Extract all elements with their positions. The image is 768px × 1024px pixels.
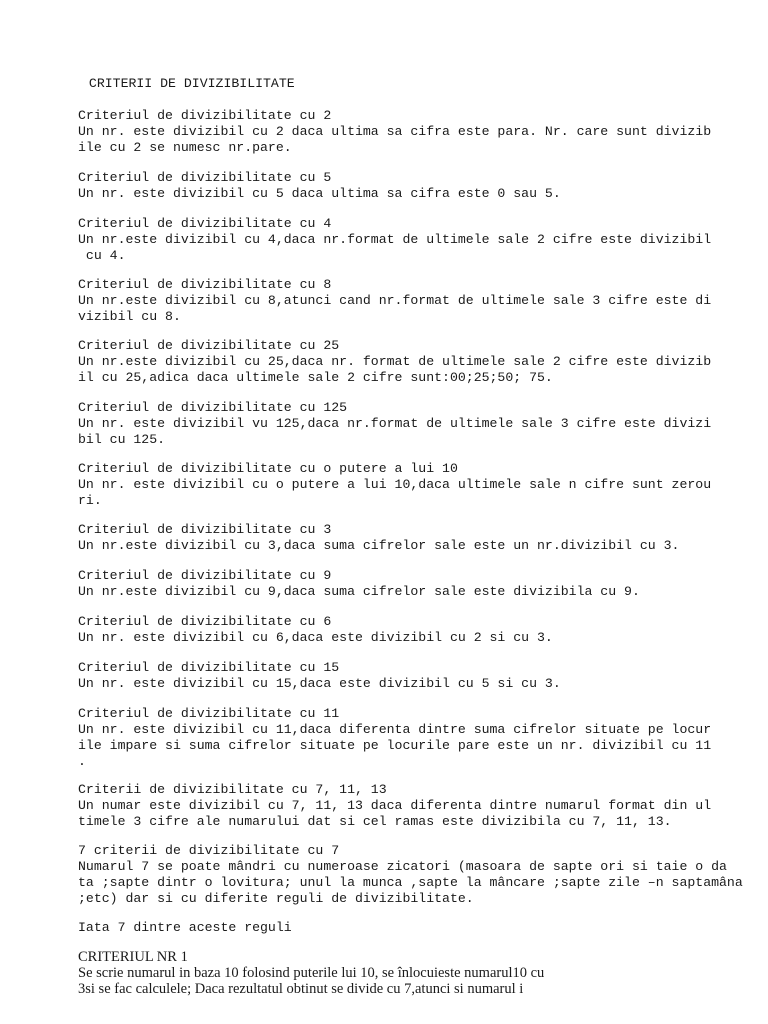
text-line: ta ;sapte dintr o lovitura; unul la munca ,sapte la mâncare ;sapte zile –n saptamâna bbox=[78, 875, 743, 890]
text-line: Un nr. este divizibil cu o putere a lui 10,daca ultimele sale n cifre sunt zerou bbox=[78, 477, 712, 492]
criterion-heading: Criteriul de divizibilitate cu 5 bbox=[78, 170, 332, 185]
criterion-heading: Criteriul de divizibilitate cu 9 bbox=[78, 568, 332, 583]
criterion-heading: Criteriul de divizibilitate cu 6 bbox=[78, 614, 332, 629]
criterion-heading: Criteriul de divizibilitate cu 2 bbox=[78, 108, 332, 123]
text-line: Un nr.este divizibil cu 3,daca suma cifrelor sale este un nr.divizibil cu 3. bbox=[78, 538, 680, 553]
text-line: bil cu 125. bbox=[78, 432, 166, 447]
text-line: timele 3 cifre ale numarului dat si cel ramas este divizibila cu 7, 11, 13. bbox=[78, 814, 672, 829]
text-line: vizibil cu 8. bbox=[78, 309, 181, 324]
text-line: ri. bbox=[78, 493, 102, 508]
text-line: Un nr.este divizibil cu 25,daca nr. format de ultimele sale 2 cifre este divizib bbox=[78, 354, 712, 369]
text-line: Un nr. este divizibil cu 11,daca diferenta dintre suma cifrelor situate pe locur bbox=[78, 722, 712, 737]
text-line: cu 4. bbox=[78, 248, 126, 263]
text-line: Un nr. este divizibil cu 15,daca este divizibil cu 5 si cu 3. bbox=[78, 676, 561, 691]
text-line: ;etc) dar si cu diferite reguli de divizibilitate. bbox=[78, 891, 474, 906]
criterion-heading: Criteriul de divizibilitate cu 3 bbox=[78, 522, 332, 537]
criterion-heading: Criteriul de divizibilitate cu 15 bbox=[78, 660, 340, 675]
criterion-heading: CRITERIUL NR 1 bbox=[78, 949, 188, 965]
text-line: Numarul 7 se poate mândri cu numeroase zicatori (masoara de sapte ori si taie o da bbox=[78, 859, 727, 874]
criterion-heading: Criteriul de divizibilitate cu o putere a lui 10 bbox=[78, 461, 458, 476]
criterion-heading: Criterii de divizibilitate cu 7, 11, 13 bbox=[78, 782, 387, 797]
text-line: ile cu 2 se numesc nr.pare. bbox=[78, 140, 292, 155]
criterion-heading: Criteriul de divizibilitate cu 125 bbox=[78, 400, 348, 415]
text-line: 3si se fac calculele; Daca rezultatul obtinut se divide cu 7,atunci si numarul i bbox=[78, 981, 524, 997]
text-line: Un nr.este divizibil cu 4,daca nr.format de ultimele sale 2 cifre este divizibil bbox=[78, 232, 712, 247]
text-line: Un nr.este divizibil cu 9,daca suma cifrelor sale este divizibila cu 9. bbox=[78, 584, 640, 599]
document-title: CRITERII DE DIVIZIBILITATE bbox=[81, 76, 295, 91]
criterion-heading: Criteriul de divizibilitate cu 8 bbox=[78, 277, 332, 292]
text-line: ile impare si suma cifrelor situate pe locurile pare este un nr. divizibil cu 11 bbox=[78, 738, 712, 753]
text-line: il cu 25,adica daca ultimele sale 2 cifre sunt:00;25;50; 75. bbox=[78, 370, 553, 385]
text-line: Iata 7 dintre aceste reguli bbox=[78, 920, 292, 935]
text-line: Un numar este divizibil cu 7, 11, 13 daca diferenta dintre numarul format din ul bbox=[78, 798, 712, 813]
criterion-heading: Criteriul de divizibilitate cu 4 bbox=[78, 216, 332, 231]
text-line: Un nr. este divizibil cu 5 daca ultima sa cifra este 0 sau 5. bbox=[78, 186, 561, 201]
text-line: Un nr.este divizibil cu 8,atunci cand nr.format de ultimele sale 3 cifre este di bbox=[78, 293, 712, 308]
text-line: Un nr. este divizibil vu 125,daca nr.format de ultimele sale 3 cifre este divizi bbox=[78, 416, 712, 431]
criterion-heading: 7 criterii de divizibilitate cu 7 bbox=[78, 843, 340, 858]
text-line: Un nr. este divizibil cu 2 daca ultima sa cifra este para. Nr. care sunt divizib bbox=[78, 124, 712, 139]
text-line: Un nr. este divizibil cu 6,daca este divizibil cu 2 si cu 3. bbox=[78, 630, 553, 645]
criterion-heading: Criteriul de divizibilitate cu 25 bbox=[78, 338, 340, 353]
text-line: . bbox=[78, 754, 86, 769]
text-line: Se scrie numarul in baza 10 folosind puterile lui 10, se înlocuieste numarul10 cu bbox=[78, 965, 545, 981]
criterion-heading: Criteriul de divizibilitate cu 11 bbox=[78, 706, 340, 721]
